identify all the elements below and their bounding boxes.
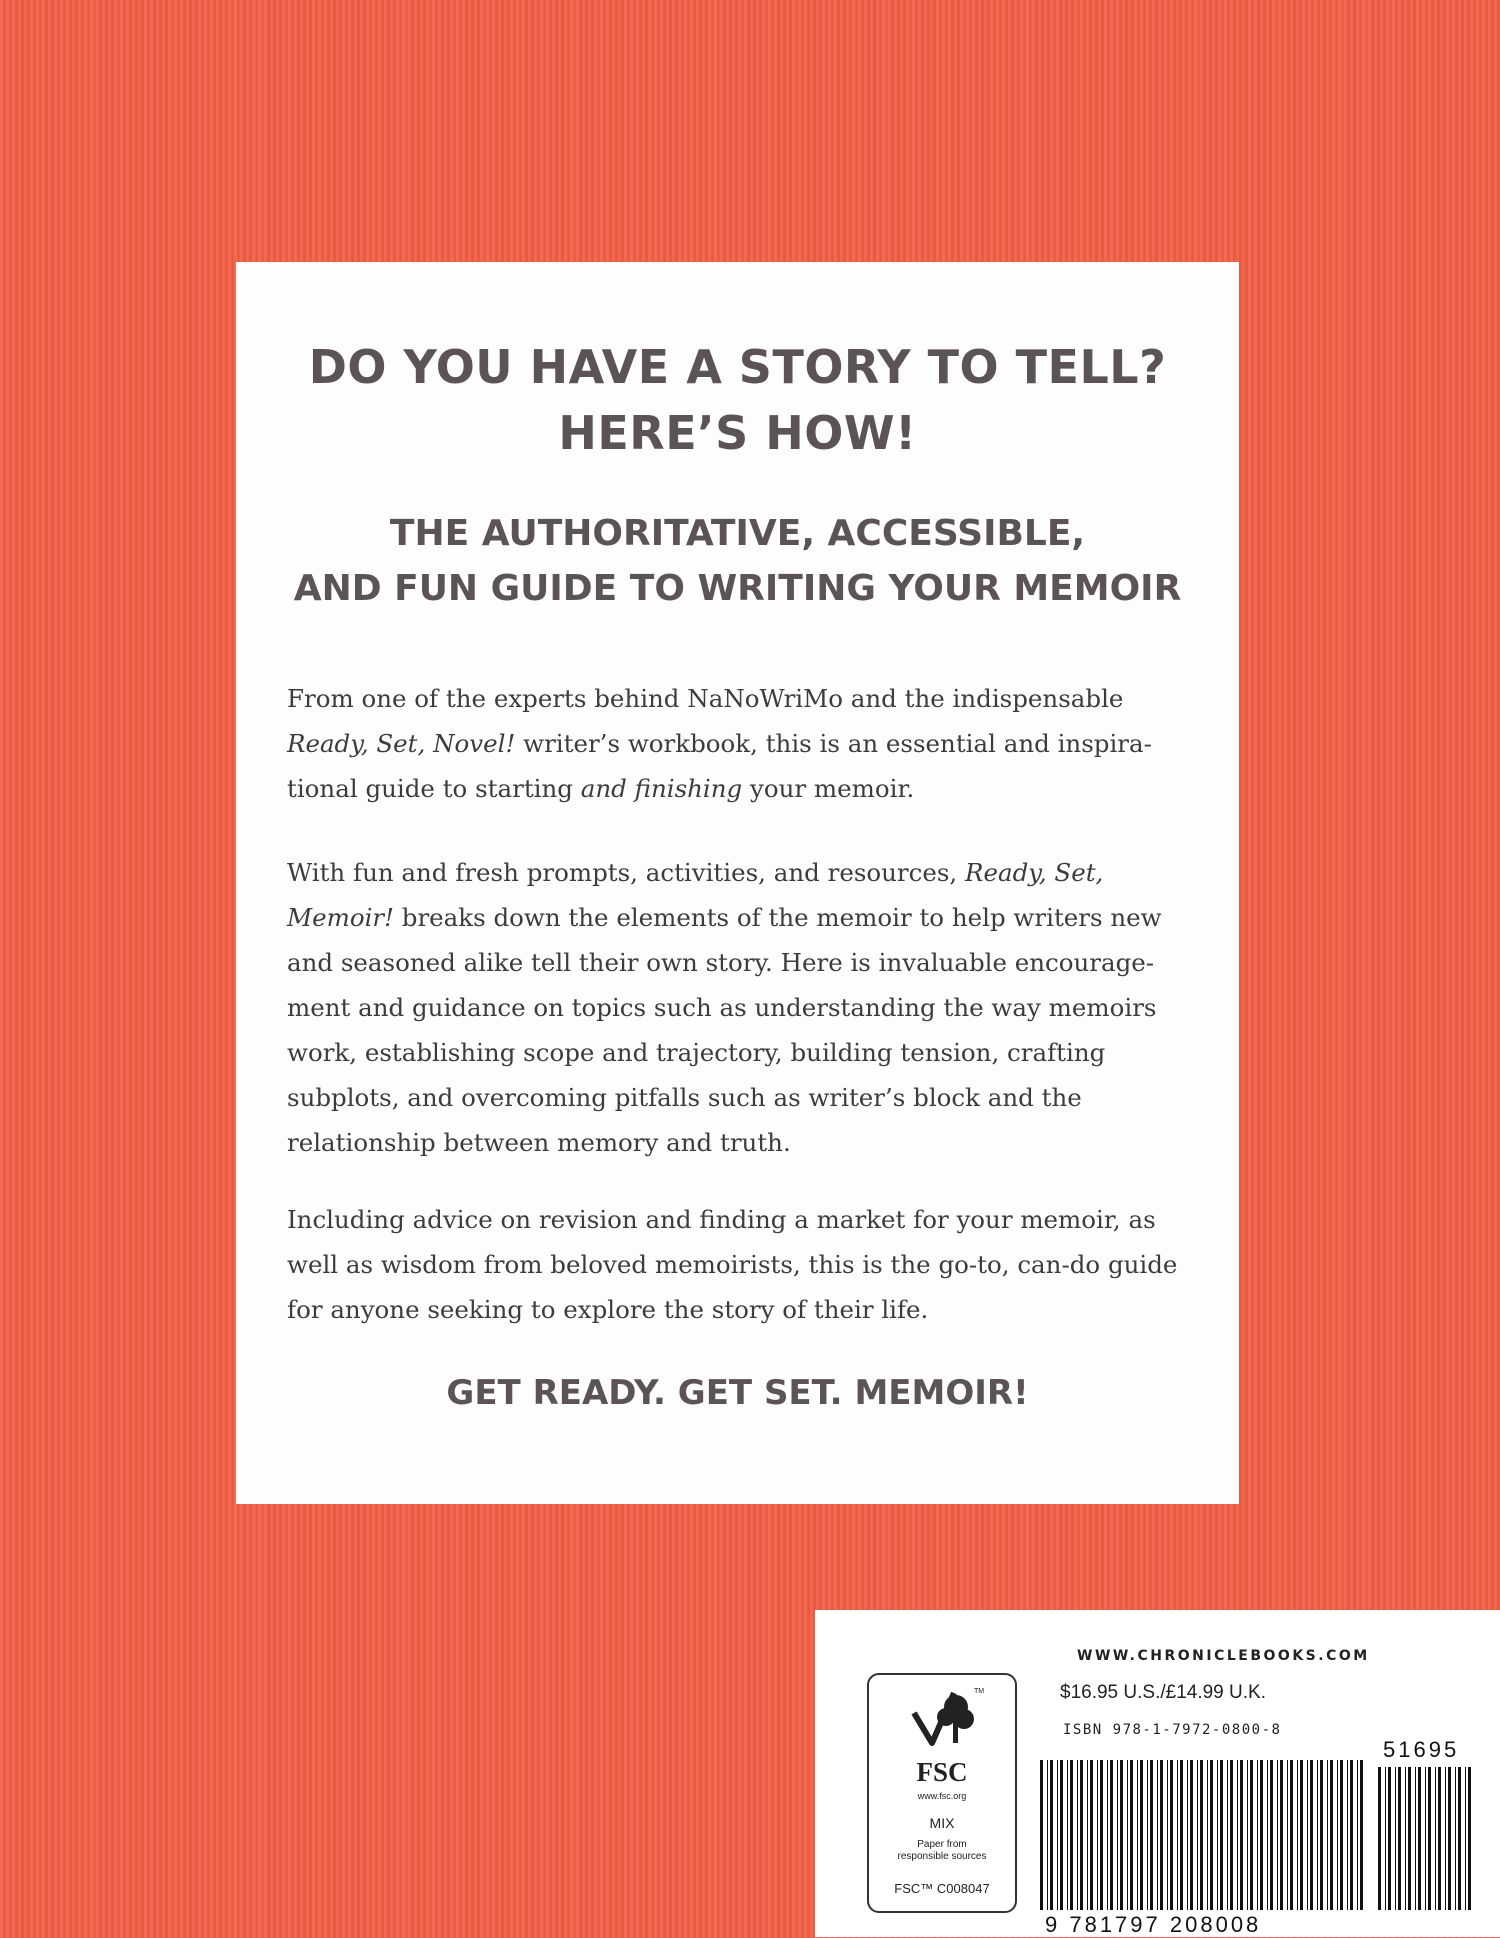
barcode-stripe <box>1287 1760 1288 1910</box>
barcode-stripe <box>1057 1760 1058 1910</box>
barcode-stripe <box>1060 1760 1063 1910</box>
p1-title-italic: Ready, Set, Novel! <box>287 729 516 758</box>
barcode-box <box>815 1610 1500 1937</box>
barcode-stripe <box>1418 1767 1421 1910</box>
fsc-mix: MIX <box>929 1815 955 1831</box>
barcode-stripe <box>1320 1760 1323 1910</box>
barcode-stripe <box>1190 1760 1193 1910</box>
barcode-stripe <box>1170 1760 1173 1910</box>
barcode-stripe <box>1047 1760 1048 1910</box>
subhead-line-1: THE AUTHORITATIVE, ACCESSIBLE, <box>389 513 1086 554</box>
barcode-stripe <box>1270 1760 1273 1910</box>
fsc-badge <box>867 1673 1017 1913</box>
paragraph-closing: Including advice on revision and finding a market for your memoir, as well as wisdom from beloved memoirists, this is the go-to, can-do guide for anyone seeking to explore the story of their life. <box>287 1205 1178 1324</box>
barcode-stripe <box>1438 1767 1441 1910</box>
barcode-stripe <box>1210 1760 1213 1910</box>
p1-text-a: From one of the experts behind NaNoWriMo and the indispensable <box>287 684 1124 713</box>
barcode-stripe <box>1257 1760 1258 1910</box>
barcode-stripe <box>1180 1760 1183 1910</box>
isbn-label: ISBN 978-1-7972-0800-8 <box>1063 1722 1282 1738</box>
barcode-stripe <box>1360 1760 1363 1910</box>
barcode-stripe <box>1227 1760 1228 1910</box>
barcode-stripe <box>1378 1767 1381 1910</box>
fsc-paper-line-1: Paper from <box>917 1839 967 1850</box>
barcode-stripe <box>1197 1760 1198 1910</box>
fsc-tree-check-icon <box>904 1685 984 1755</box>
barcode-stripe <box>1290 1760 1293 1910</box>
barcode-stripe <box>1350 1760 1353 1910</box>
barcode-stripe <box>1310 1760 1313 1910</box>
barcode-stripe <box>1398 1767 1401 1910</box>
barcode-stripe <box>1337 1760 1338 1910</box>
ean-barcode <box>1040 1760 1368 1910</box>
barcode-stripe <box>1077 1760 1078 1910</box>
barcode-stripe <box>1448 1767 1451 1910</box>
barcode-stripe <box>1157 1760 1158 1910</box>
barcode-stripe <box>1200 1760 1203 1910</box>
barcode-stripe <box>1240 1760 1243 1910</box>
barcode-stripe <box>1405 1767 1406 1910</box>
barcode-stripe <box>1455 1767 1456 1910</box>
barcode-stripe <box>1458 1767 1461 1910</box>
barcode-stripe <box>1247 1760 1248 1910</box>
fsc-name: FSC <box>916 1757 968 1787</box>
barcode-stripe <box>1067 1760 1068 1910</box>
price-label: $16.95 U.S./£14.99 U.K. <box>1060 1682 1266 1703</box>
p1-text-c: writer’s workbook, this is an essential and inspira-tional guide to starting <box>287 729 1152 803</box>
barcode-stripe <box>1177 1760 1178 1910</box>
barcode-stripe <box>1445 1767 1446 1910</box>
barcode-stripe <box>1230 1760 1233 1910</box>
headline-line-1: DO YOU HAVE A STORY TO TELL? <box>308 340 1167 394</box>
barcode-stripe <box>1107 1760 1108 1910</box>
subheadline <box>236 506 1239 616</box>
barcode-stripe <box>1207 1760 1208 1910</box>
barcode-stripe <box>1050 1760 1053 1910</box>
fsc-paper-line-2: responsible sources <box>897 1851 987 1862</box>
barcode-stripe <box>1117 1760 1118 1910</box>
fsc-url: www.fsc.org <box>917 1791 967 1801</box>
barcode-stripe <box>1160 1760 1163 1910</box>
barcode-stripe <box>1327 1760 1328 1910</box>
addon-barcode <box>1378 1767 1473 1910</box>
publisher-website: WWW.CHRONICLEBOOKS.COM <box>1077 1648 1370 1664</box>
barcode-stripe <box>1340 1760 1343 1910</box>
barcode-stripe <box>1100 1760 1103 1910</box>
barcode-stripe <box>1137 1760 1138 1910</box>
barcode-stripe <box>1307 1760 1308 1910</box>
main-headline <box>236 334 1239 466</box>
svg-text:TM: TM <box>974 1688 984 1695</box>
p2-text-c: breaks down the elements of the memoir to help writers new and seasoned alike tell their own story. Here is invaluable encourage-ment and guidance on topics such as understanding the way memoirs work, establishing scope and trajectory, building tension, crafting subplots, and overcoming pitfalls such as writer’s block and the relationship between memory and truth. <box>287 903 1162 1157</box>
barcode-stripe <box>1040 1760 1043 1910</box>
barcode-stripe <box>1277 1760 1278 1910</box>
barcode-stripe <box>1317 1760 1318 1910</box>
barcode-stripe <box>1217 1760 1218 1910</box>
barcode-stripe <box>1120 1760 1123 1910</box>
barcode-stripe <box>1130 1760 1133 1910</box>
headline-line-2: HERE’S HOW! <box>558 406 917 460</box>
barcode-stripe <box>1097 1760 1098 1910</box>
barcode-stripe <box>1357 1760 1358 1910</box>
barcode-stripe <box>1428 1767 1431 1910</box>
barcode-stripe <box>1220 1760 1223 1910</box>
barcode-stripe <box>1297 1760 1298 1910</box>
barcode-stripe <box>1468 1767 1471 1910</box>
barcode-stripe <box>1300 1760 1303 1910</box>
barcode-stripe <box>1070 1760 1073 1910</box>
barcode-stripe <box>1150 1760 1153 1910</box>
barcode-stripe <box>1167 1760 1168 1910</box>
closing-tagline: GET READY. GET SET. MEMOIR! <box>446 1373 1029 1413</box>
barcode-stripe <box>1425 1767 1426 1910</box>
barcode-stripe <box>1127 1760 1128 1910</box>
barcode-stripe <box>1110 1760 1113 1910</box>
barcode-stripe <box>1140 1760 1143 1910</box>
back-cover-text-panel <box>236 262 1239 1504</box>
ean-digits: 9 781797 208008 <box>1045 1912 1262 1937</box>
barcode-stripe <box>1250 1760 1253 1910</box>
p2-title-italic: Ready, Set, Memoir! <box>287 858 1104 932</box>
barcode-stripe <box>1385 1767 1386 1910</box>
barcode-stripe <box>1347 1760 1348 1910</box>
barcode-stripe <box>1280 1760 1283 1910</box>
barcode-stripe <box>1388 1767 1391 1910</box>
barcode-stripe <box>1090 1760 1093 1910</box>
barcode-stripe <box>1267 1760 1268 1910</box>
barcode-stripe <box>1080 1760 1083 1910</box>
p2-text-a: With fun and fresh prompts, activities, and resources, <box>287 858 966 887</box>
p1-emphasis-italic: and finishing <box>580 774 743 803</box>
barcode-stripe <box>1395 1767 1396 1910</box>
barcode-stripe <box>1147 1760 1148 1910</box>
addon-digits: 51695 <box>1383 1737 1460 1762</box>
barcode-stripe <box>1237 1760 1238 1910</box>
barcode-stripe <box>1408 1767 1411 1910</box>
barcode-stripe <box>1435 1767 1436 1910</box>
barcode-stripe <box>1187 1760 1188 1910</box>
paragraph-intro <box>287 676 1197 811</box>
barcode-stripe <box>1087 1760 1088 1910</box>
barcode-stripe <box>1465 1767 1466 1910</box>
barcode-stripe <box>1415 1767 1416 1910</box>
barcode-stripe <box>1260 1760 1263 1910</box>
fsc-paper-text <box>869 1839 1015 1863</box>
subhead-line-2: AND FUN GUIDE TO WRITING YOUR MEMOIR <box>293 568 1182 609</box>
barcode-stripe <box>1330 1760 1333 1910</box>
fsc-code: FSC™ C008047 <box>894 1881 990 1896</box>
p1-text-e: your memoir. <box>742 774 915 803</box>
paragraph-body <box>287 850 1197 1165</box>
